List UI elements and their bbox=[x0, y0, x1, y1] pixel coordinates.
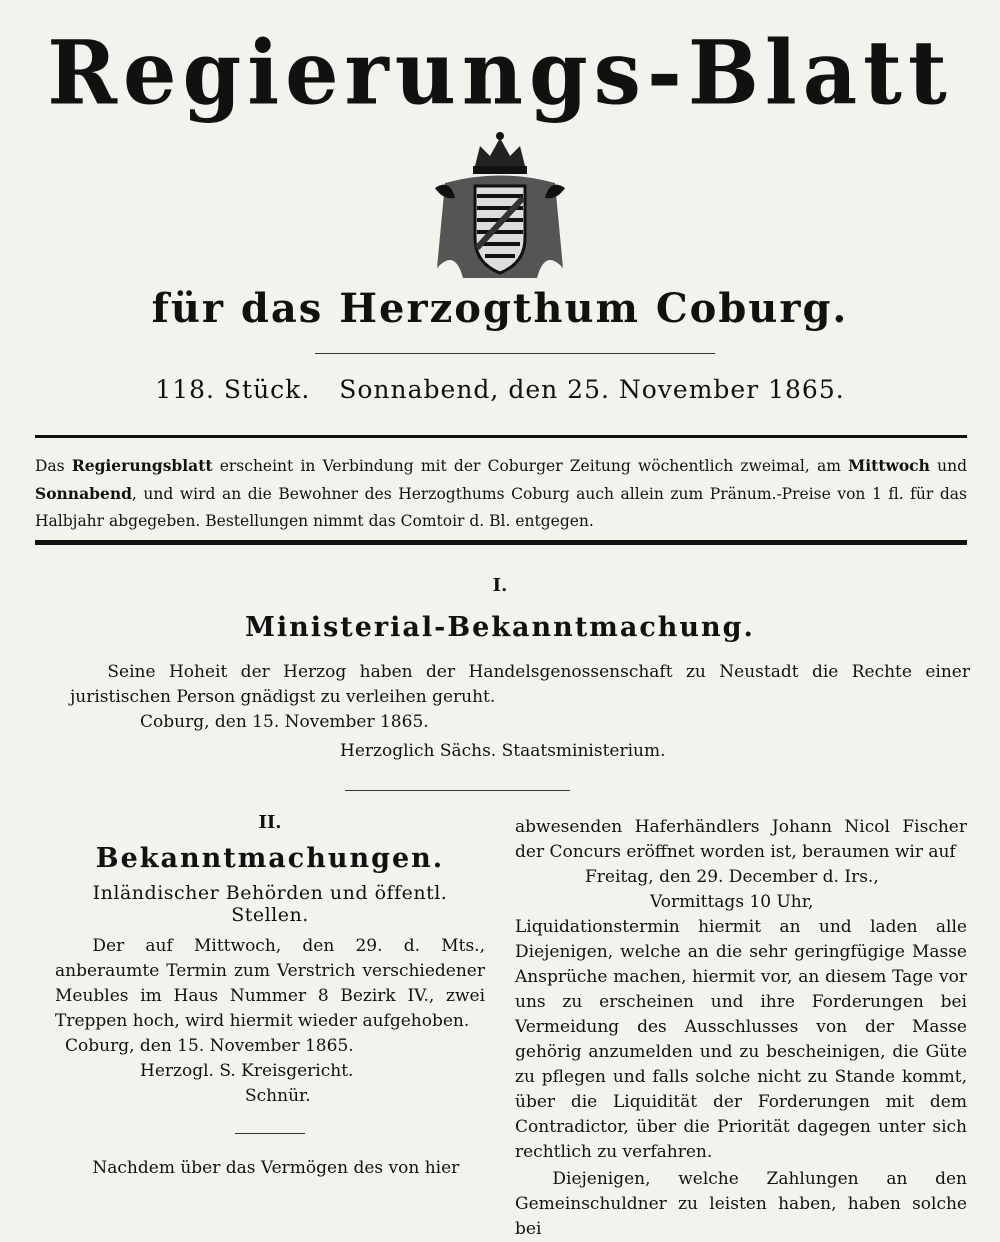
issue-number: 118. Stück. bbox=[155, 375, 311, 404]
masthead-title: Regierungs-Blatt bbox=[47, 20, 953, 125]
announcement-body bbox=[55, 934, 485, 1109]
divider bbox=[235, 1133, 305, 1134]
authority: Herzogl. S. Kreisgericht. bbox=[140, 1061, 354, 1081]
notice-bold: Mittwoch bbox=[848, 456, 930, 475]
section-heading: Ministerial-Bekanntmachung. bbox=[245, 612, 755, 643]
right-column bbox=[515, 815, 967, 1242]
announcement-text: abwesenden Haferhändlers Johann Nicol Fischer der Concurs eröffnet worden ist, beraumen wir auf bbox=[515, 817, 967, 862]
section1-body bbox=[70, 660, 970, 764]
section-heading: Bekanntmachungen. bbox=[95, 843, 445, 874]
signature: Herzoglich Sächs. Staatsministerium. bbox=[340, 741, 666, 761]
section-number: II. bbox=[258, 812, 282, 833]
divider bbox=[35, 435, 967, 438]
notice-text: und bbox=[929, 457, 967, 475]
announcement-text: Liquidationstermin hiermit an und laden alle Diejenigen, welche an die sehr geringfügige Masse Ansprüche machen, hiermit vor, an diesem Tage vor uns zu erscheinen und ihre Forderungen bei Vermeidung des Ausschlusses von der Masse gehörig anzumelden und zu bescheinigen, die Güte zu pflegen und falls solche nicht zu Stande kommt, über die Liquidität der Forderungen mit dem Contradictor, über die Priorität dagegen unter sich rechtlich zu verfahren. bbox=[515, 917, 967, 1162]
section-number: I. bbox=[492, 575, 508, 596]
issue-date: Sonnabend, den 25. November 1865. bbox=[339, 375, 845, 404]
term-time: Vormittags 10 Uhr, bbox=[650, 892, 814, 912]
ordinance-text: Seine Hoheit der Herzog haben der Handelsgenossenschaft zu Neustadt die Rechte einer juristischen Person gnädigst zu verleihen geruht. bbox=[70, 662, 970, 707]
subscription-notice bbox=[35, 452, 967, 535]
bankruptcy-notice-start bbox=[55, 1156, 485, 1181]
place-date: Coburg, den 15. November 1865. bbox=[65, 1036, 354, 1056]
signature: Schnür. bbox=[245, 1086, 311, 1106]
notice-text: Das bbox=[35, 457, 72, 475]
issue-line bbox=[0, 375, 1000, 404]
divider bbox=[345, 790, 570, 791]
coat-of-arms-icon bbox=[425, 128, 575, 288]
divider bbox=[35, 540, 967, 545]
term-date: Freitag, den 29. December d. Irs., bbox=[585, 867, 879, 887]
notice-bold: Regierungsblatt bbox=[71, 456, 213, 475]
bankruptcy-notice bbox=[515, 815, 967, 1242]
notice-text: erscheint in Verbindung mit der Coburger Zeitung wöchentlich zweimal, am bbox=[212, 457, 849, 475]
masthead-subtitle: für das Herzogthum Coburg. bbox=[151, 285, 849, 332]
notice-bold: Sonnabend bbox=[35, 484, 132, 503]
place-date: Coburg, den 15. November 1865. bbox=[140, 712, 429, 732]
section-subheading: Inländischer Behörden und öffentl. Stellen. bbox=[92, 882, 448, 926]
divider bbox=[315, 353, 715, 354]
left-column bbox=[55, 812, 485, 1181]
announcement-text: Nachdem über das Vermögen des von hier bbox=[92, 1158, 460, 1178]
notice-text: , und wird an die Bewohner des Herzogthums Coburg auch allein zum Pränum.-Preise von 1 fl. für das Halbjahr abgegeben. Bestellungen nimmt das Comtoir d. Bl. entgegen. bbox=[35, 485, 967, 530]
announcement-text: Diejenigen, welche Zahlungen an den Gemeinschuldner zu leisten haben, haben solche bei bbox=[515, 1169, 967, 1239]
announcement-text: Der auf Mittwoch, den 29. d. Mts., anberaumte Termin zum Verstrich verschiedener Meubles im Haus Nummer 8 Bezirk IV., zwei Treppen hoch, wird hiermit wieder aufgehoben. bbox=[55, 936, 485, 1031]
